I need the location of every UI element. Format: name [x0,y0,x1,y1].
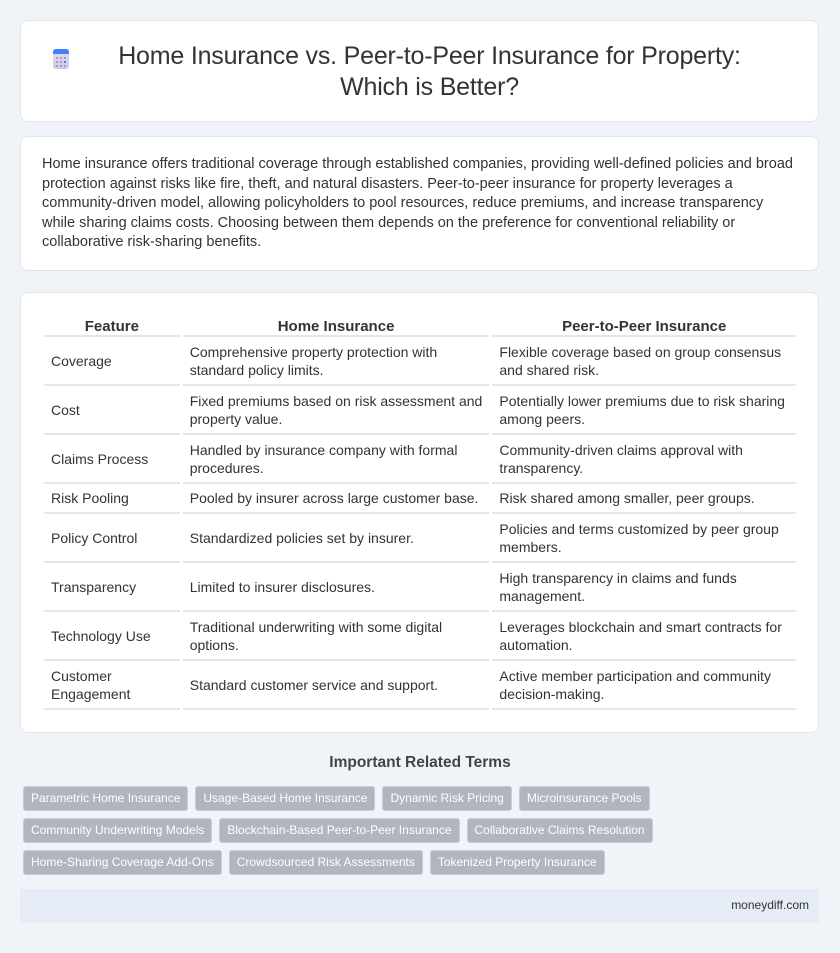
p2p-cell: Flexible coverage based on group consensus and shared risk. [492,337,796,386]
p2p-cell: Active member participation and community decision-making. [492,661,796,710]
header-p2p-insurance: Peer-to-Peer Insurance [492,313,796,337]
table-row [44,435,796,484]
table-row [44,386,796,435]
header-home-insurance: Home Insurance [183,313,490,337]
p2p-cell: Leverages blockchain and smart contracts for automation. [492,612,796,661]
home-cell: Fixed premiums based on risk assessment and property value. [183,386,490,435]
home-cell: Comprehensive property protection with standard policy limits. [183,337,490,386]
tag-community-underwriting-models[interactable]: Community Underwriting Models [23,818,212,843]
home-cell: Handled by insurance company with formal procedures. [183,435,490,484]
related-terms-title: Important Related Terms [329,754,511,771]
table-header-row [44,313,796,337]
feature-cell: Claims Process [44,435,180,484]
table-row [44,612,796,661]
feature-cell: Transparency [44,563,180,612]
p2p-cell: Community-driven claims approval with transparency. [492,435,796,484]
table-row [44,661,796,710]
tag-usage-based-home-insurance[interactable]: Usage-Based Home Insurance [195,786,375,811]
feature-cell: Technology Use [44,612,180,661]
comparison-table [41,313,799,710]
feature-cell: Risk Pooling [44,484,180,514]
feature-cell: Coverage [44,337,180,386]
tag-tokenized-property-insurance[interactable]: Tokenized Property Insurance [430,850,605,875]
home-cell: Pooled by insurer across large customer base. [183,484,490,514]
p2p-cell: Potentially lower premiums due to risk sharing among peers. [492,386,796,435]
comparison-card [20,292,819,733]
page-title: Home Insurance vs. Peer-to-Peer Insurance for Property: Which is Better? [118,42,741,101]
p2p-cell: Risk shared among smaller, peer groups. [492,484,796,514]
tag-microinsurance-pools[interactable]: Microinsurance Pools [519,786,650,811]
feature-cell: Policy Control [44,514,180,563]
feature-cell: Cost [44,386,180,435]
table-row [44,563,796,612]
table-row [44,337,796,386]
tag-dynamic-risk-pricing[interactable]: Dynamic Risk Pricing [382,786,511,811]
header-feature: Feature [44,313,180,337]
tag-crowdsourced-risk-assessments[interactable]: Crowdsourced Risk Assessments [229,850,423,875]
tag-blockchain-p2p-insurance[interactable]: Blockchain-Based Peer-to-Peer Insurance [219,818,459,843]
intro-card [20,136,819,271]
related-terms-list [23,786,813,875]
p2p-cell: High transparency in claims and funds management. [492,563,796,612]
intro-paragraph: Home insurance offers traditional coverage through established companies, providing well-defined policies and broad protection against risks like fire, theft, and natural disasters. Peer-to-peer insurance for property leverages a community-driven model, allowing policyholders to pool resources, reduce premiums, and increase transparency while sharing claims costs. Choosing between them depends on the preference for conventional reliability or collaborative risk-sharing benefits. [42,156,793,251]
home-cell: Traditional underwriting with some digital options. [183,612,490,661]
table-row [44,484,796,514]
home-cell: Standardized policies set by insurer. [183,514,490,563]
footer [20,889,819,922]
title-card [20,20,819,122]
home-cell: Standard customer service and support. [183,661,490,710]
table-row [44,514,796,563]
feature-cell: Customer Engagement [44,661,180,710]
p2p-cell: Policies and terms customized by peer group members. [492,514,796,563]
tag-collaborative-claims-resolution[interactable]: Collaborative Claims Resolution [467,818,653,843]
home-cell: Limited to insurer disclosures. [183,563,490,612]
tag-home-sharing-coverage-addons[interactable]: Home-Sharing Coverage Add-Ons [23,850,222,875]
tag-parametric-home-insurance[interactable]: Parametric Home Insurance [23,786,188,811]
footer-site-link[interactable]: moneydiff.com [731,898,809,912]
